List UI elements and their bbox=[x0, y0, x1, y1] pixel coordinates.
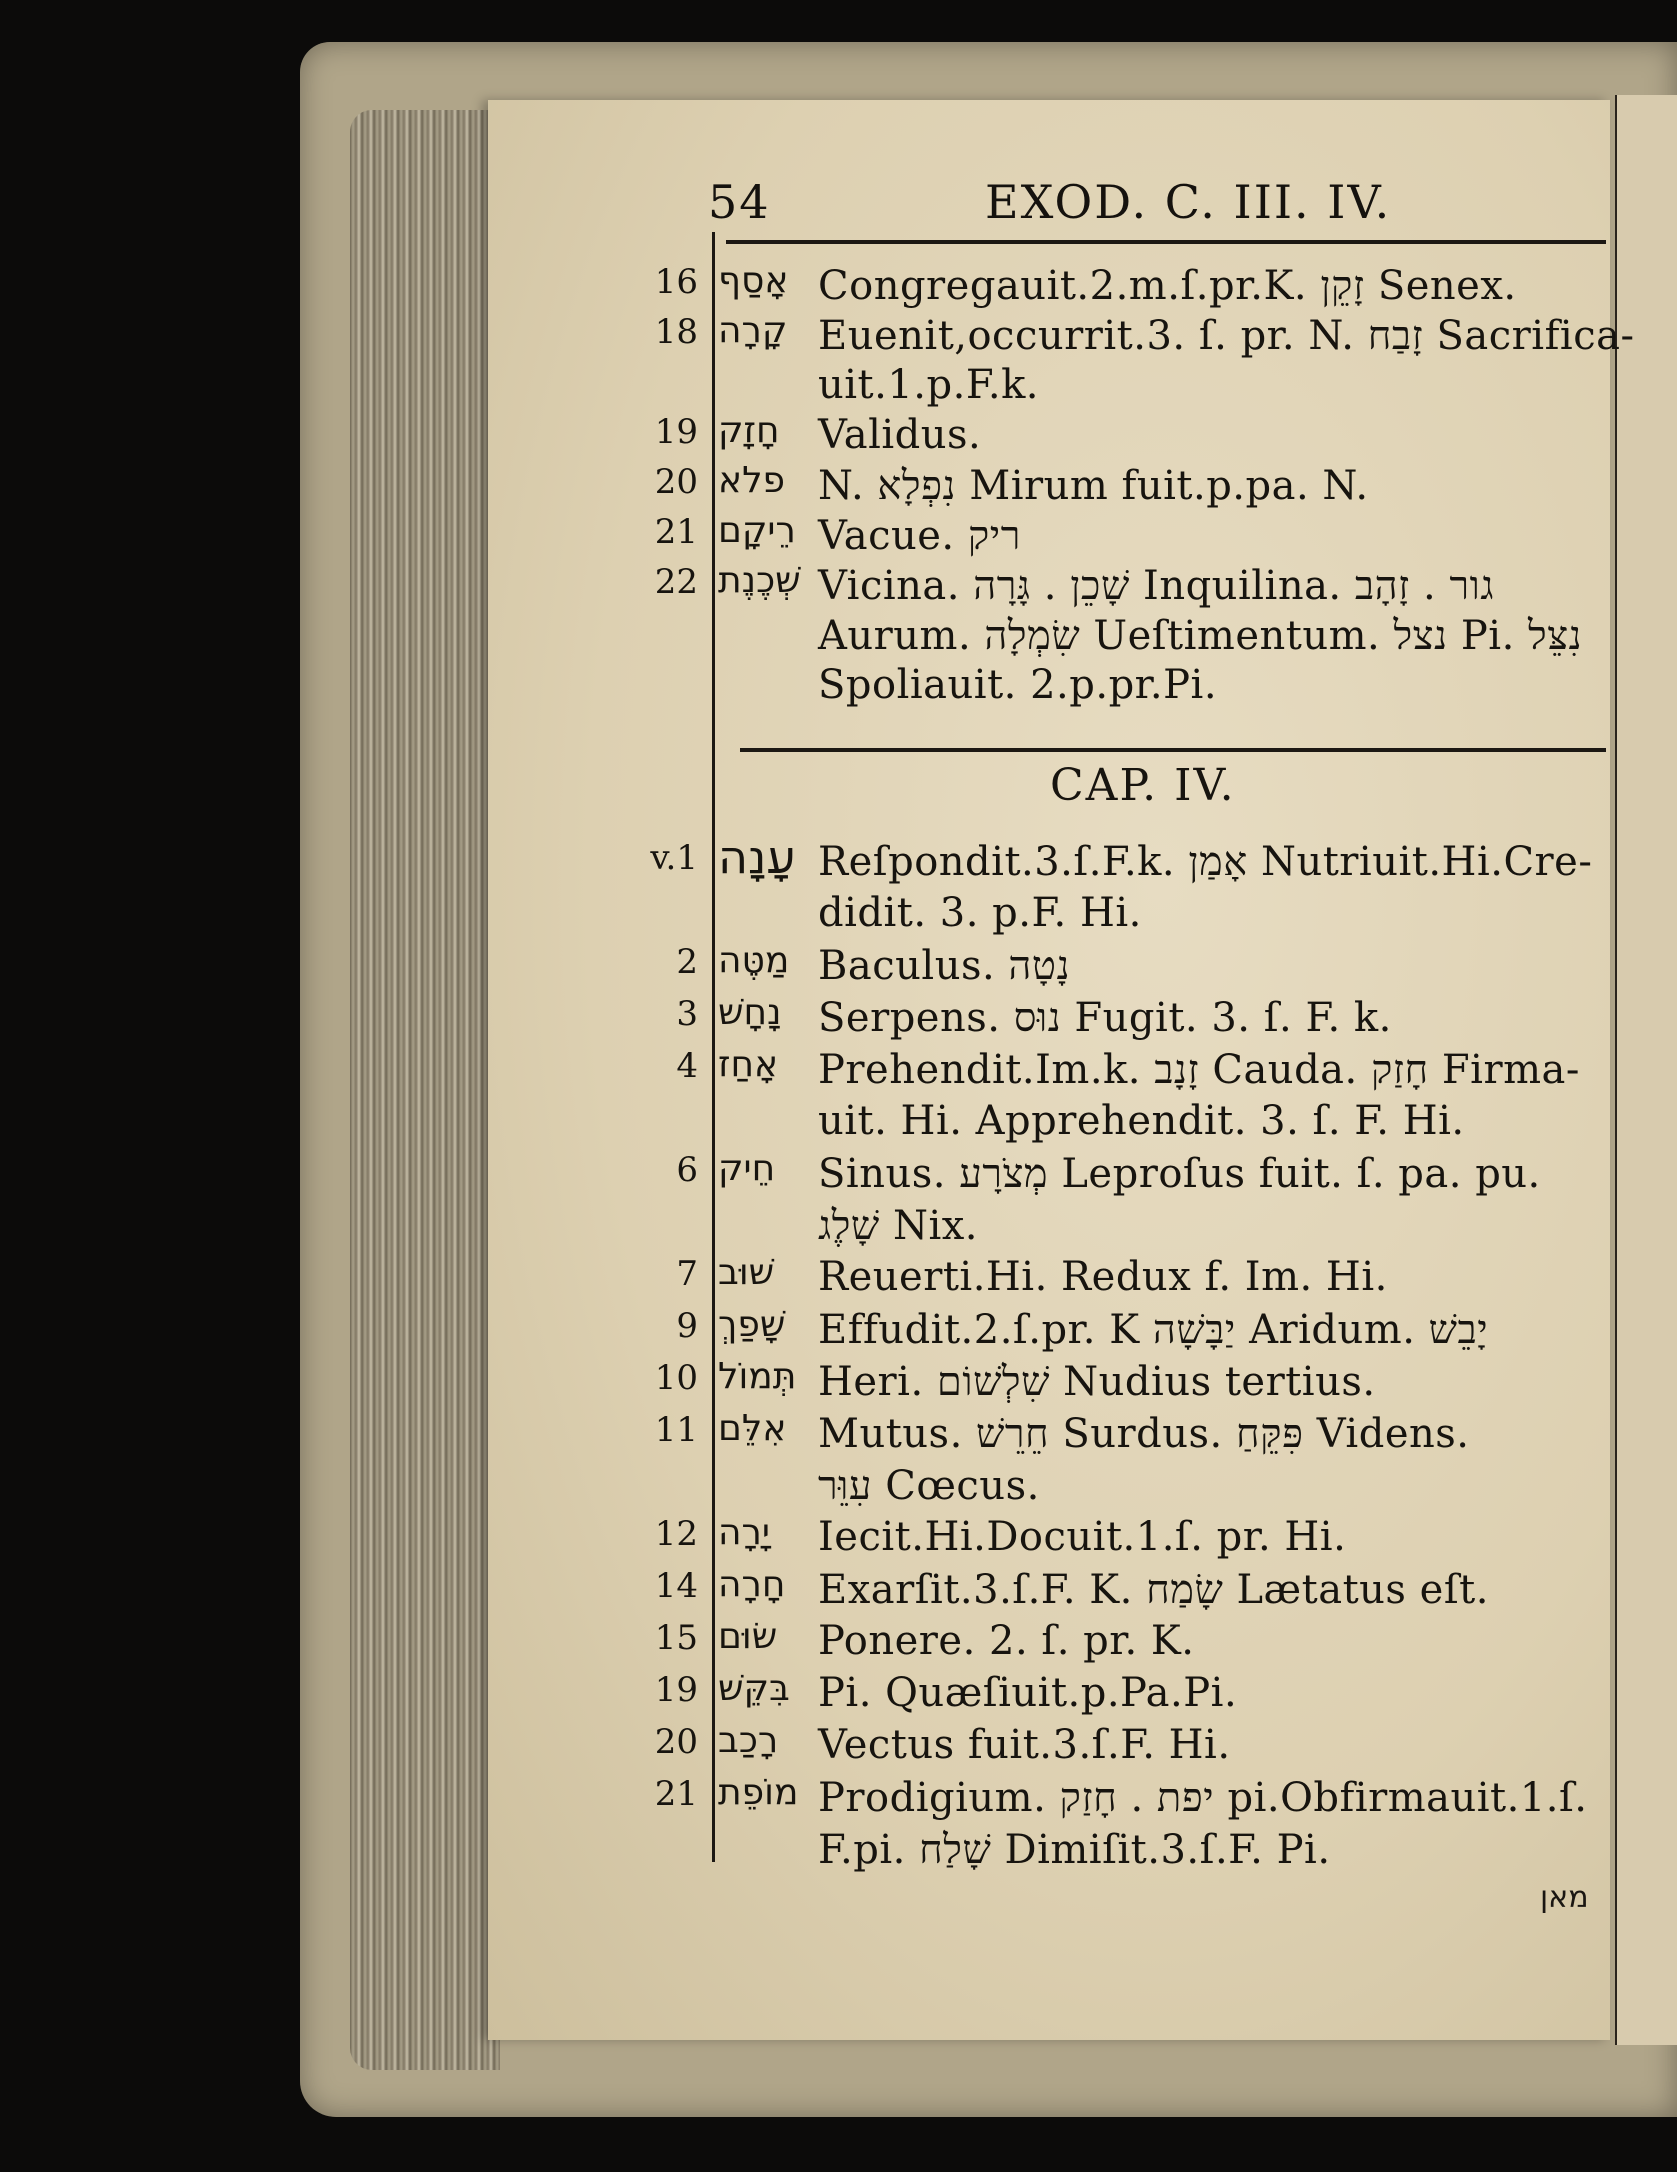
entry-line bbox=[640, 362, 1620, 414]
verse-number: 9 bbox=[676, 1306, 698, 1346]
entry-line bbox=[640, 662, 1620, 714]
verse-number: 15 bbox=[654, 1618, 698, 1658]
hebrew-headword: תְּמוֹל bbox=[718, 1356, 797, 1397]
running-title: EXOD. C. III. IV. bbox=[985, 175, 1392, 229]
latin-gloss: Prehendit.Im.k. זָנָב Cauda. חָזַק Firma- bbox=[818, 1047, 1580, 1093]
chapter-heading: CAP. IV. bbox=[1050, 760, 1236, 811]
verse-number: 22 bbox=[654, 562, 698, 602]
entry-line bbox=[640, 890, 1620, 942]
latin-gloss: uit. Hi. Apprehendit. 3. ſ. F. Hi. bbox=[818, 1098, 1465, 1144]
entry-line bbox=[640, 1826, 1620, 1878]
entry-line bbox=[640, 1722, 1620, 1774]
hebrew-headword: שְׁכֶנֶת bbox=[718, 560, 801, 601]
verse-number: 21 bbox=[654, 512, 698, 552]
latin-gloss: Vacue. ריק bbox=[818, 513, 1021, 559]
latin-gloss: uit.1.p.F.k. bbox=[818, 362, 1040, 408]
latin-gloss: Effudit.2.ſ.pr. K יַבָּשָׁה Aridum. יָבֵשׁ bbox=[818, 1307, 1489, 1353]
latin-gloss: Aurum. שִׂמְלָה Ueſtimentum. נצל Pi. נִצֵּל bbox=[818, 613, 1583, 659]
verse-number: 14 bbox=[654, 1566, 698, 1606]
entry-line bbox=[640, 612, 1620, 664]
hebrew-headword: שָׁפַךְ bbox=[718, 1304, 786, 1345]
latin-gloss: שָׁלֶג Nix. bbox=[818, 1203, 979, 1249]
latin-gloss: Pi. Quæſiuit.p.Pa.Pi. bbox=[818, 1670, 1238, 1716]
hebrew-headword: שׂוּם bbox=[718, 1616, 778, 1657]
entry-line bbox=[640, 1098, 1620, 1150]
chapter-divider bbox=[740, 748, 1606, 752]
latin-gloss: Ponere. 2. ſ. pr. K. bbox=[818, 1618, 1195, 1664]
entry-line bbox=[640, 942, 1620, 994]
latin-gloss: Reſpondit.3.ſ.F.k. אָמַן Nutriuit.Hi.Cre- bbox=[818, 839, 1593, 885]
hebrew-headword: קָרָה bbox=[718, 310, 788, 351]
hebrew-headword: שׁוּב bbox=[718, 1252, 775, 1293]
entry-line bbox=[640, 1618, 1620, 1670]
hebrew-headword: יָרָה bbox=[718, 1512, 770, 1553]
verse-number: 18 bbox=[654, 312, 698, 352]
latin-gloss: Vicina. שָׁכֵן . גָּרָה Inquilina. גור . זָהָב bbox=[818, 563, 1495, 609]
page-number: 54 bbox=[708, 175, 771, 229]
entry-line bbox=[640, 1046, 1620, 1098]
hebrew-headword: בִּקֵּשׁ bbox=[718, 1668, 790, 1709]
verse-number: 4 bbox=[676, 1046, 698, 1086]
hebrew-headword: חָרָה bbox=[718, 1564, 786, 1605]
latin-gloss: Sinus. מְצֹרָע Leproſus fuit. ſ. pa. pu. bbox=[818, 1151, 1541, 1197]
hebrew-headword: אִלֵּם bbox=[718, 1408, 787, 1449]
verse-number: 7 bbox=[676, 1254, 698, 1294]
verse-number: 2 bbox=[676, 942, 698, 982]
verse-number: 10 bbox=[654, 1358, 698, 1398]
latin-gloss: N. נִפְלָא Mirum fuit.p.pa. N. bbox=[818, 463, 1369, 509]
verse-number: 12 bbox=[654, 1514, 698, 1554]
hebrew-headword: אָחַז bbox=[718, 1044, 779, 1085]
verse-number: 20 bbox=[654, 1722, 698, 1762]
latin-gloss: Serpens. נוּס Fugit. 3. ſ. F. k. bbox=[818, 995, 1392, 1041]
latin-gloss: Euenit,occurrit.3. ſ. pr. N. זָבַח Sacrifica- bbox=[818, 313, 1635, 359]
verse-number: 16 bbox=[654, 262, 698, 302]
latin-gloss: Spoliauit. 2.p.pr.Pi. bbox=[818, 662, 1218, 708]
hebrew-headword: מוֹפֵת bbox=[718, 1772, 799, 1813]
hebrew-headword: רֵיקָם bbox=[718, 510, 796, 551]
entry-line bbox=[640, 512, 1620, 564]
verse-number: 3 bbox=[676, 994, 698, 1034]
latin-gloss: Heri. שִׁלְשׁוֹם Nudius tertius. bbox=[818, 1359, 1376, 1405]
hebrew-headword: נָחָשׁ bbox=[718, 992, 782, 1033]
latin-gloss: Prodigium. יפת . חָזַק pi.Obfirmauit.1.ſ. bbox=[818, 1775, 1588, 1821]
entry-line bbox=[640, 1150, 1620, 1202]
hebrew-headword: עָנָה bbox=[718, 830, 796, 884]
entry-line bbox=[640, 1202, 1620, 1254]
verse-number: 20 bbox=[654, 462, 698, 502]
hebrew-headword: רָכַב bbox=[718, 1720, 779, 1761]
latin-gloss: Baculus. נָטָה bbox=[818, 943, 1071, 989]
verse-number: 11 bbox=[654, 1410, 698, 1450]
entry-line bbox=[640, 1670, 1620, 1722]
facing-page bbox=[1615, 95, 1677, 2045]
latin-gloss: Congregauit.2.m.ſ.pr.K. זָקֵן Senex. bbox=[818, 263, 1517, 309]
entry-line bbox=[640, 1358, 1620, 1410]
entry-line bbox=[640, 310, 1635, 364]
verse-number: 6 bbox=[676, 1150, 698, 1190]
entry-line bbox=[640, 562, 1620, 614]
entry-line bbox=[640, 1514, 1620, 1566]
entry-line bbox=[640, 1566, 1620, 1618]
verse-number: 19 bbox=[654, 1670, 698, 1710]
latin-gloss: Iecit.Hi.Docuit.1.ſ. pr. Hi. bbox=[818, 1514, 1347, 1560]
latin-gloss: עִוֵּר Cœcus. bbox=[818, 1463, 1040, 1509]
entry-line bbox=[640, 1306, 1620, 1358]
entry-line bbox=[640, 462, 1620, 514]
header-rule bbox=[726, 240, 1606, 244]
hebrew-headword: אָסַף bbox=[718, 260, 789, 301]
entry-line bbox=[640, 412, 1620, 464]
page-header bbox=[700, 175, 1600, 235]
page-edges bbox=[350, 110, 500, 2070]
hebrew-headword: מַטֶּה bbox=[718, 940, 790, 981]
latin-gloss: Exarſit.3.ſ.F. K. שָׂמַח Lætatus eſt. bbox=[818, 1567, 1489, 1613]
entry-line bbox=[640, 1410, 1620, 1462]
entry-line bbox=[640, 1462, 1620, 1514]
entry-line bbox=[640, 1774, 1620, 1826]
latin-gloss: F.pi. שָׁלַח Dimiſit.3.ſ.F. Pi. bbox=[818, 1827, 1331, 1873]
entry-line bbox=[640, 1254, 1620, 1306]
facing-page-mark: מאן bbox=[1540, 1880, 1589, 1915]
hebrew-headword: חֵיק bbox=[718, 1148, 776, 1189]
hebrew-headword: חָזָק bbox=[718, 410, 780, 451]
entry-line bbox=[640, 994, 1620, 1046]
latin-gloss: didit. 3. p.F. Hi. bbox=[818, 890, 1142, 936]
hebrew-headword: פלא bbox=[718, 460, 786, 501]
verse-number: 19 bbox=[654, 412, 698, 452]
verse-number: 21 bbox=[654, 1774, 698, 1814]
latin-gloss: Reuerti.Hi. Redux f. Im. Hi. bbox=[818, 1254, 1388, 1300]
entry-line bbox=[640, 262, 1620, 314]
entry-line bbox=[640, 830, 1620, 890]
verse-number: v.1 bbox=[650, 838, 698, 878]
latin-gloss: Mutus. חֵרֵשׁ Surdus. פִּקֵּחַ Videns. bbox=[818, 1411, 1470, 1457]
latin-gloss: Validus. bbox=[818, 412, 982, 458]
latin-gloss: Vectus fuit.3.ſ.F. Hi. bbox=[818, 1722, 1231, 1768]
